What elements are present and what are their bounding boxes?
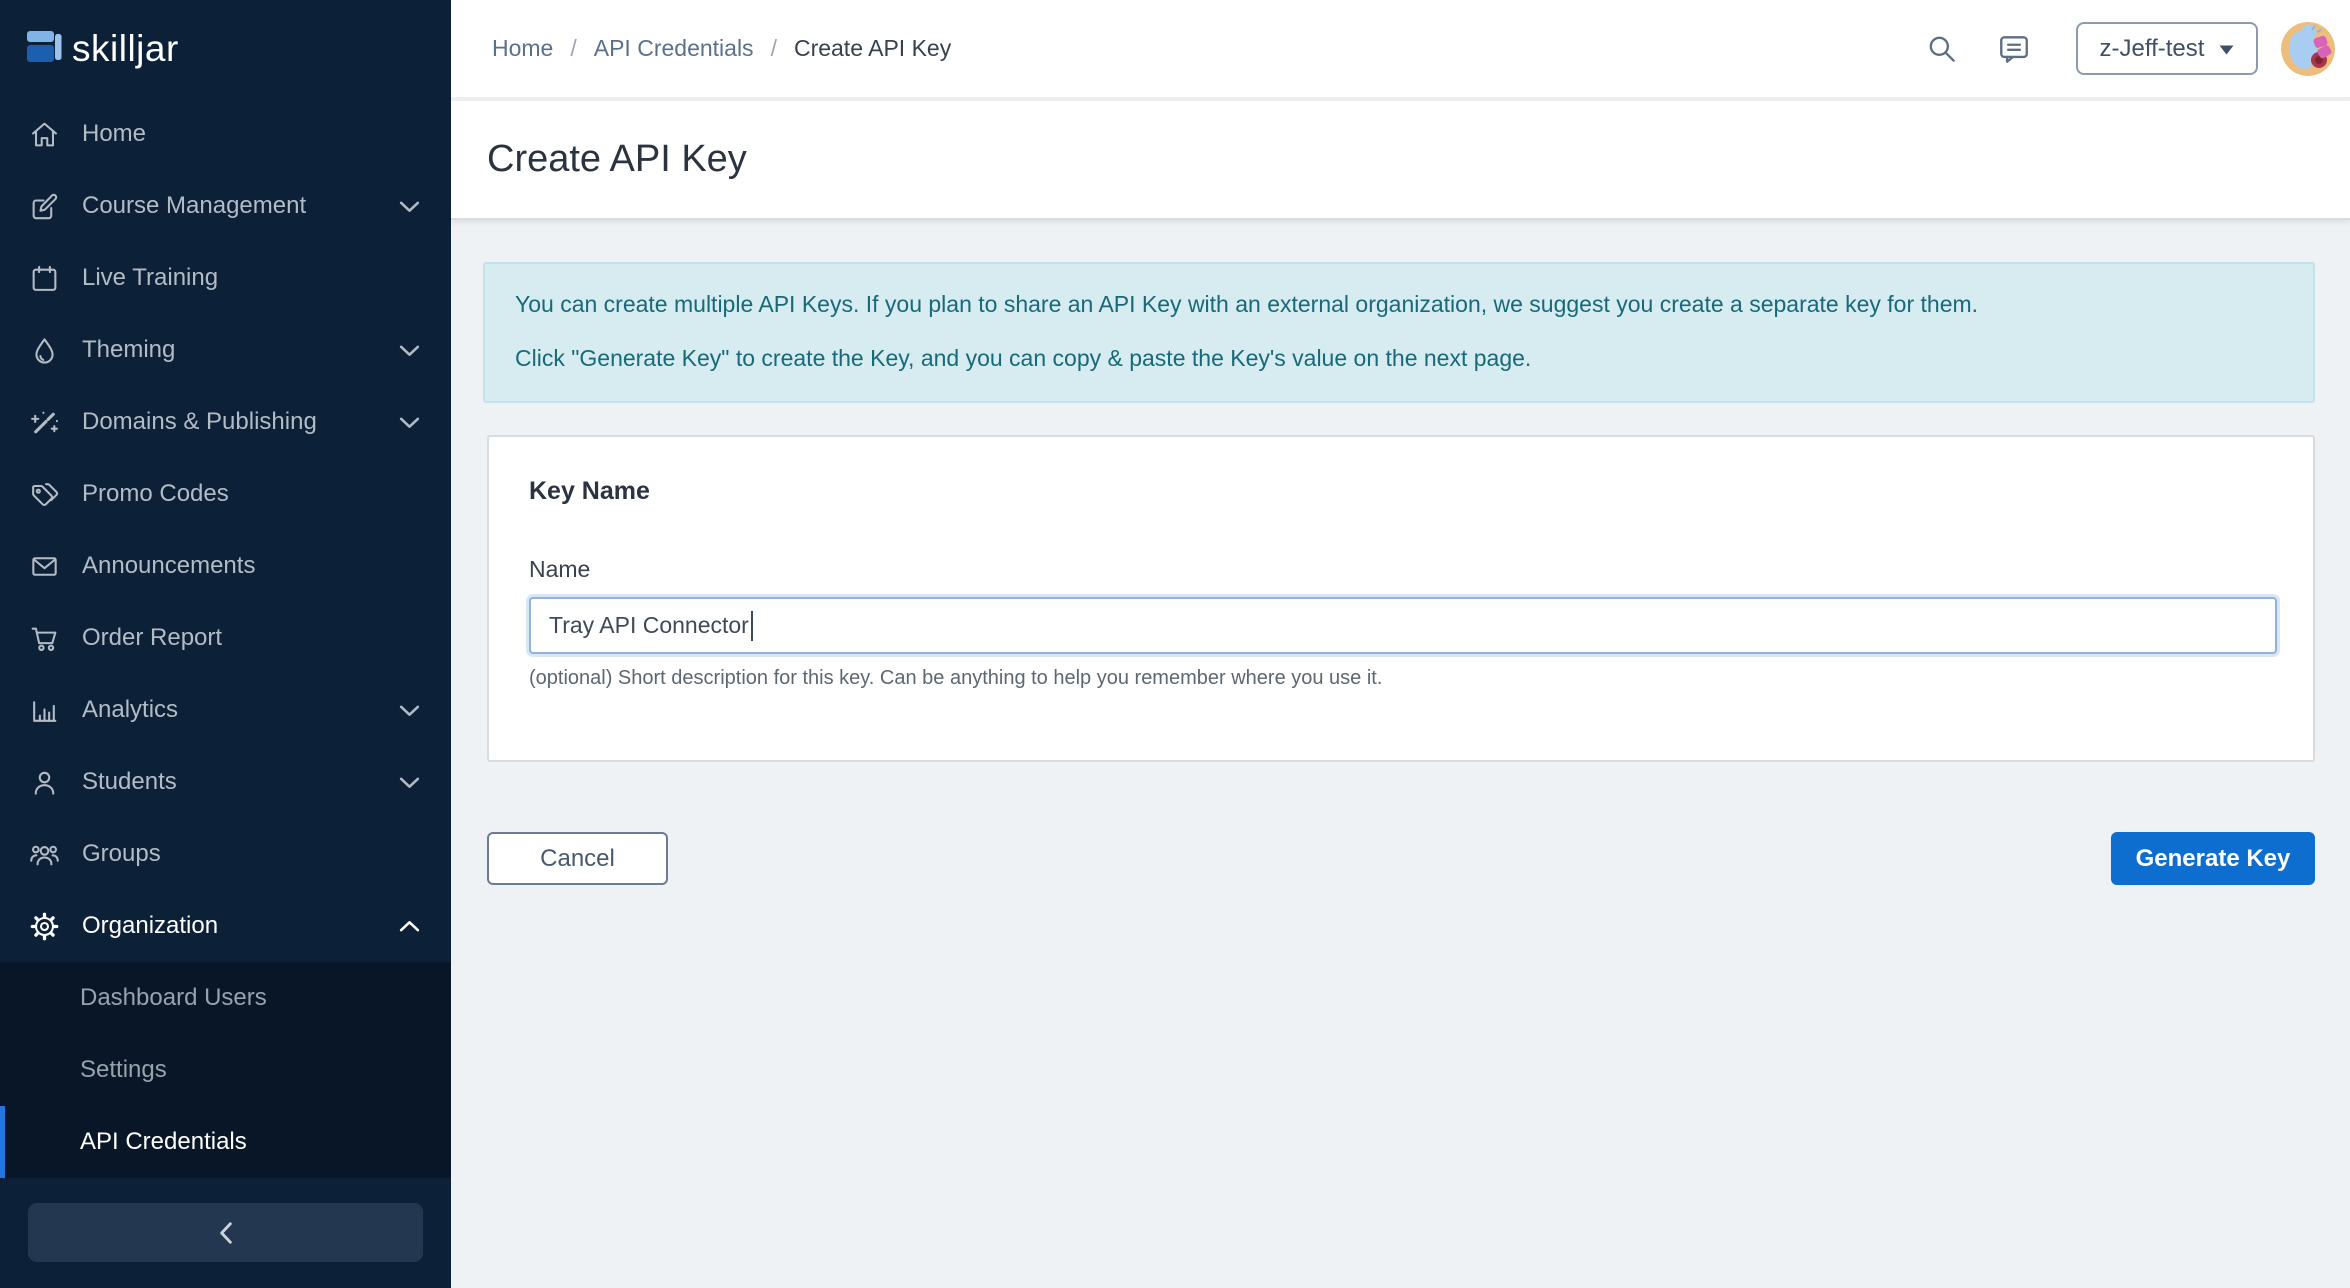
skilljar-logo-icon bbox=[26, 28, 62, 70]
sidebar bbox=[0, 0, 451, 1288]
sidebar-item-live-training[interactable]: Live Training bbox=[0, 242, 451, 314]
breadcrumb-api-credentials[interactable]: API Credentials bbox=[593, 35, 754, 61]
sidebar-item-domains-publishing[interactable]: Domains & Publishing bbox=[0, 386, 451, 458]
chevron-down-icon bbox=[399, 200, 420, 213]
caret-down-icon bbox=[2219, 45, 2234, 55]
card-heading: Key Name bbox=[529, 477, 650, 505]
breadcrumb bbox=[492, 35, 951, 62]
sidebar-item-organization[interactable]: Organization bbox=[0, 890, 451, 962]
user-avatar[interactable] bbox=[2281, 22, 2335, 76]
submenu-item-dashboard-users[interactable]: Dashboard Users bbox=[80, 984, 267, 1011]
submenu-item-settings[interactable]: Settings bbox=[80, 1056, 167, 1083]
search-button[interactable] bbox=[1922, 29, 1962, 69]
chevron-down-icon bbox=[399, 704, 420, 717]
tags-icon bbox=[29, 479, 60, 510]
sidebar-item-students[interactable]: Students bbox=[0, 746, 451, 818]
topbar bbox=[451, 0, 2350, 101]
breadcrumb-separator: / bbox=[770, 35, 777, 61]
sidebar-item-promo-codes[interactable]: Promo Codes bbox=[0, 458, 451, 530]
name-helper-text: (optional) Short description for this key. Can be anything to help you remember where you use it. bbox=[529, 667, 1383, 689]
user-menu-label: z-Jeff-test bbox=[2099, 34, 2205, 62]
chevron-up-icon bbox=[399, 920, 420, 933]
sidebar-item-analytics[interactable]: Analytics bbox=[0, 674, 451, 746]
chat-icon bbox=[1997, 32, 2031, 66]
name-label: Name bbox=[529, 556, 591, 582]
info-banner bbox=[483, 262, 2315, 403]
key-name-value: Tray API Connector bbox=[549, 612, 749, 638]
breadcrumb-separator: / bbox=[570, 35, 577, 61]
sidebar-item-groups[interactable]: Groups bbox=[0, 818, 451, 890]
info-line-1: You can create multiple API Keys. If you plan to share an API Key with an external organization, we suggest you create a separate key for them. bbox=[515, 291, 1979, 317]
home-icon bbox=[29, 119, 60, 150]
page-header bbox=[451, 101, 2350, 220]
main-area bbox=[451, 0, 2350, 1288]
breadcrumb-home[interactable]: Home bbox=[492, 35, 554, 61]
generate-key-button[interactable]: Generate Key bbox=[2111, 832, 2315, 885]
key-name-card bbox=[487, 435, 2315, 762]
sidebar-item-home[interactable]: Home bbox=[0, 98, 451, 170]
cart-icon bbox=[29, 623, 60, 654]
cancel-button[interactable]: Cancel bbox=[487, 832, 668, 885]
skilljar-logo[interactable] bbox=[0, 0, 451, 76]
user-menu-button[interactable] bbox=[2076, 22, 2258, 75]
people-icon bbox=[29, 839, 60, 870]
organization-submenu bbox=[0, 962, 451, 1178]
droplet-icon bbox=[29, 335, 60, 366]
chevron-left-icon bbox=[215, 1221, 237, 1245]
course-edit-icon bbox=[29, 191, 60, 222]
page-content bbox=[451, 220, 2350, 1288]
search-icon bbox=[1925, 32, 1959, 66]
form-actions bbox=[487, 832, 2315, 885]
sidebar-item-course-management[interactable]: Course Management bbox=[0, 170, 451, 242]
text-cursor bbox=[751, 611, 753, 641]
topbar-right bbox=[1922, 22, 2335, 76]
brand-name: skilljar bbox=[72, 28, 179, 69]
sidebar-item-theming[interactable]: Theming bbox=[0, 314, 451, 386]
sidebar-nav bbox=[0, 98, 451, 962]
envelope-icon bbox=[29, 551, 60, 582]
chevron-down-icon bbox=[399, 416, 420, 429]
sidebar-item-announcements[interactable]: Announcements bbox=[0, 530, 451, 602]
sidebar-collapse-button[interactable] bbox=[28, 1203, 423, 1262]
info-line-2: Click "Generate Key" to create the Key, and you can copy & paste the Key's value on the next page. bbox=[515, 345, 1532, 371]
feedback-button[interactable] bbox=[1994, 29, 2034, 69]
page-title: Create API Key bbox=[487, 138, 747, 180]
breadcrumb-current: Create API Key bbox=[793, 35, 952, 61]
chevron-down-icon bbox=[399, 776, 420, 789]
magic-wand-icon bbox=[29, 407, 60, 438]
gear-icon bbox=[29, 911, 60, 942]
key-name-input[interactable] bbox=[529, 597, 2277, 654]
submenu-item-api-credentials[interactable]: API Credentials bbox=[0, 1106, 451, 1178]
chevron-down-icon bbox=[399, 344, 420, 357]
calendar-icon bbox=[29, 263, 60, 294]
bar-chart-icon bbox=[29, 695, 60, 726]
person-icon bbox=[29, 767, 60, 798]
sidebar-item-order-report[interactable]: Order Report bbox=[0, 602, 451, 674]
